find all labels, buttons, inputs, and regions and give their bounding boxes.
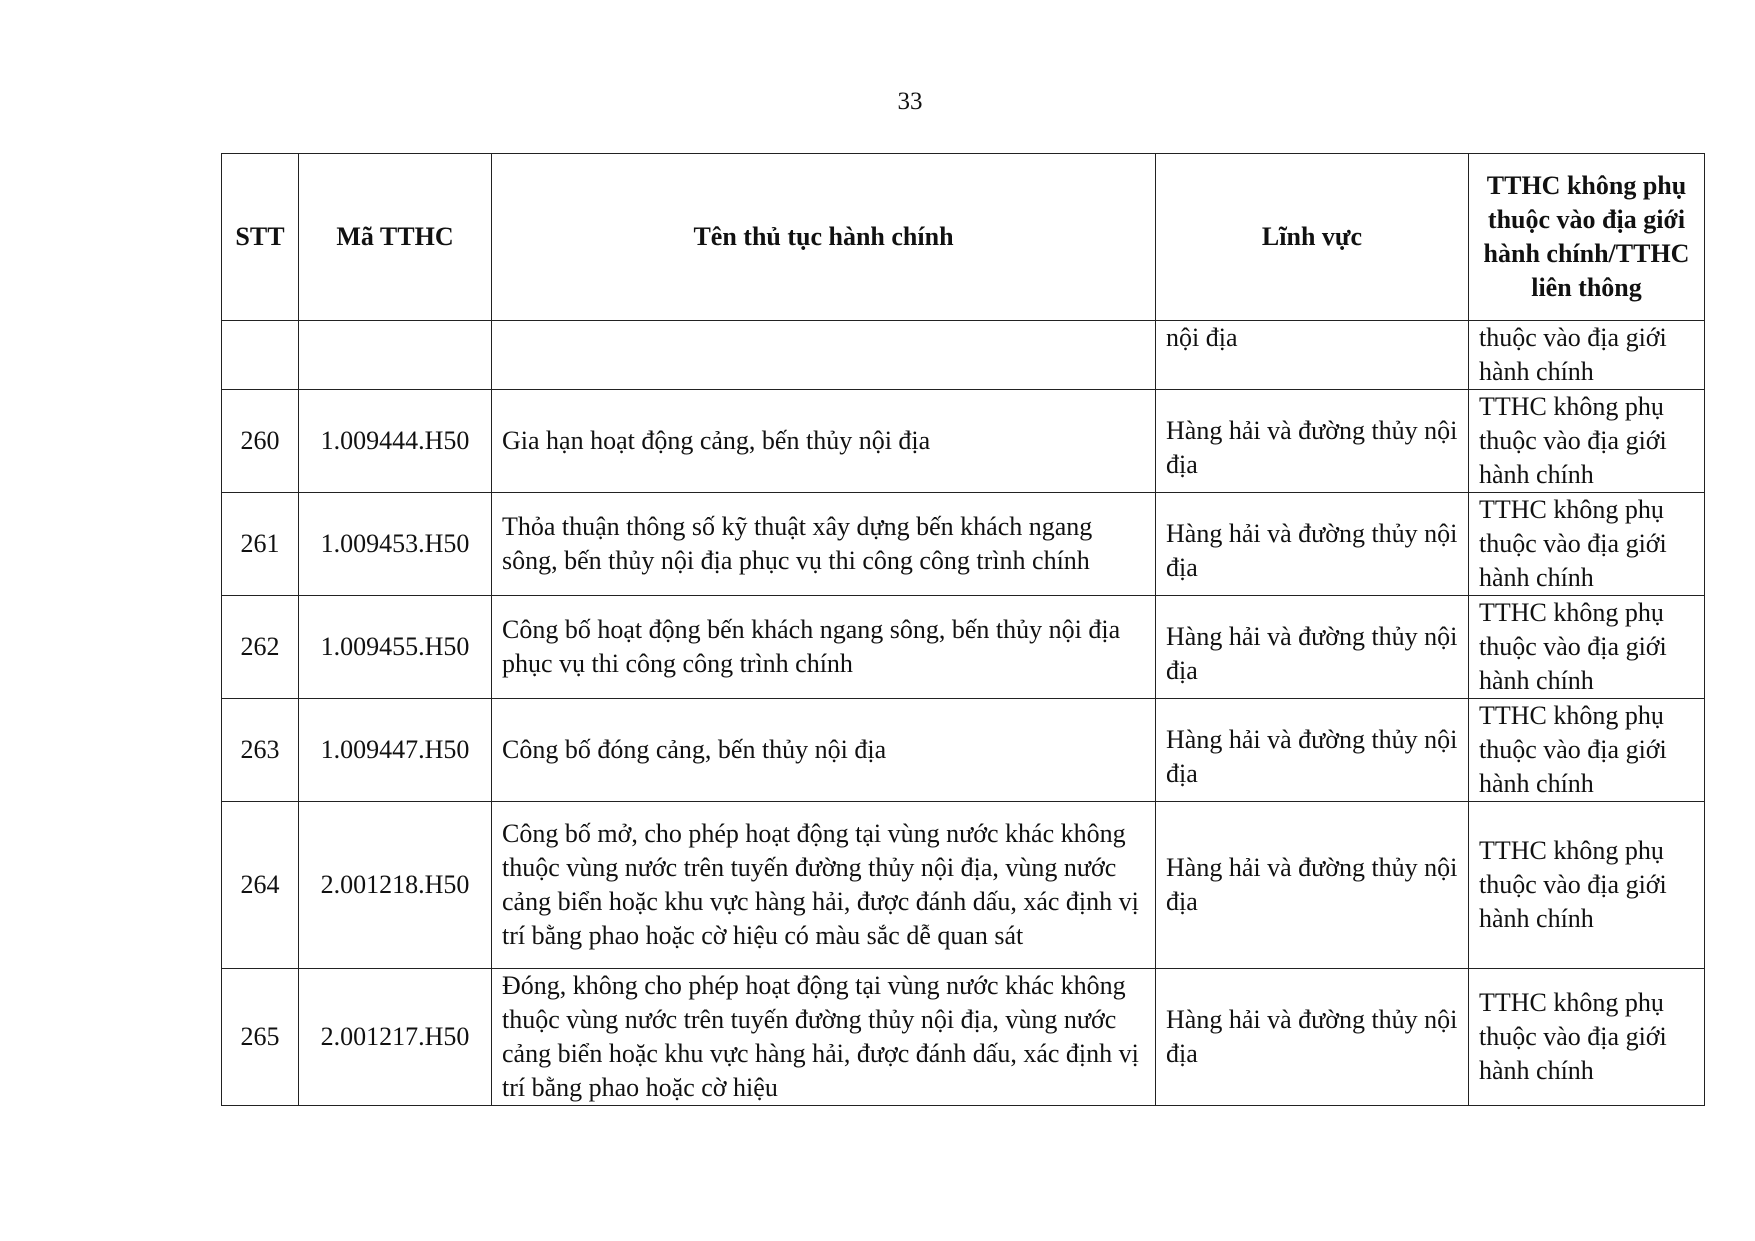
cell-type: TTHC không phụ thuộc vào địa giới hành chính [1469, 596, 1705, 699]
field-text: Hàng hải và đường thủy nội địa [1166, 416, 1458, 479]
page-number: 33 [897, 88, 923, 115]
cell-stt: 262 [222, 596, 299, 699]
cell-type: TTHC không phụ thuộc vào địa giới hành chính [1469, 802, 1705, 969]
cell-type: TTHC không phụ thuộc vào địa giới hành chính [1469, 969, 1705, 1106]
field-text: Hàng hải và đường thủy nội địa [1166, 519, 1458, 582]
cell-name: Công bố đóng cảng, bến thủy nội địa [492, 699, 1156, 802]
cell-code: 1.009444.H50 [299, 390, 492, 493]
cell-field: nội địa [1156, 321, 1469, 390]
table-row-continuation [222, 321, 1705, 390]
header-name: Tên thủ tục hành chính [492, 154, 1156, 321]
cell-field [1156, 390, 1469, 493]
cell-stt: 263 [222, 699, 299, 802]
cell-name: Công bố mở, cho phép hoạt động tại vùng nước khác không thuộc vùng nước trên tuyến đường thủy nội địa, vùng nước cảng biển hoặc khu vực hàng hải, được đánh dấu, xác định vị trí bằng phao hoặc cờ hiệu có màu sắc dễ quan sát [492, 802, 1156, 969]
cell-name: Thỏa thuận thông số kỹ thuật xây dựng bến khách ngang sông, bến thủy nội địa phục vụ thi công công trình chính [492, 493, 1156, 596]
cell-field [1156, 596, 1469, 699]
table-row [222, 493, 1705, 596]
cell-type: thuộc vào địa giới hành chính [1469, 321, 1705, 390]
field-text: Hàng hải và đường thủy nội địa [1166, 622, 1458, 685]
cell-field: Hàng hải và đường thủy nội địa [1156, 802, 1469, 969]
cell-stt: 260 [222, 390, 299, 493]
cell-stt: 261 [222, 493, 299, 596]
cell-name: Công bố hoạt động bến khách ngang sông, bến thủy nội địa phục vụ thi công công trình chính [492, 596, 1156, 699]
cell-type: TTHC không phụ thuộc vào địa giới hành chính [1469, 390, 1705, 493]
cell-field [1156, 493, 1469, 596]
cell-code: 2.001217.H50 [299, 969, 492, 1106]
cell-field [1156, 699, 1469, 802]
table-row [222, 390, 1705, 493]
header-type: TTHC không phụ thuộc vào địa giới hành chính/TTHC liên thông [1469, 154, 1705, 321]
header-code: Mã TTHC [299, 154, 492, 321]
table-header-row [222, 154, 1705, 321]
cell-type: TTHC không phụ thuộc vào địa giới hành chính [1469, 493, 1705, 596]
header-stt: STT [222, 154, 299, 321]
cell-code: 1.009453.H50 [299, 493, 492, 596]
table-row [222, 969, 1705, 1106]
field-text: Hàng hải và đường thủy nội địa [1166, 725, 1458, 788]
table-row [222, 699, 1705, 802]
cell-name: Đóng, không cho phép hoạt động tại vùng nước khác không thuộc vùng nước trên tuyến đường thủy nội địa, vùng nước cảng biển hoặc khu vực hàng hải, được đánh dấu, xác định vị trí bằng phao hoặc cờ hiệu [492, 969, 1156, 1106]
cell-type: TTHC không phụ thuộc vào địa giới hành chính [1469, 699, 1705, 802]
cell-code: 1.009447.H50 [299, 699, 492, 802]
cell-code: 2.001218.H50 [299, 802, 492, 969]
procedures-table [221, 153, 1705, 1106]
cell-name [492, 321, 1156, 390]
header-field: Lĩnh vực [1156, 154, 1469, 321]
table-row [222, 596, 1705, 699]
cell-stt [222, 321, 299, 390]
cell-code: 1.009455.H50 [299, 596, 492, 699]
cell-stt: 264 [222, 802, 299, 969]
cell-name: Gia hạn hoạt động cảng, bến thủy nội địa [492, 390, 1156, 493]
cell-code [299, 321, 492, 390]
table-row [222, 802, 1705, 969]
cell-field: Hàng hải và đường thủy nội địa [1156, 969, 1469, 1106]
cell-stt: 265 [222, 969, 299, 1106]
